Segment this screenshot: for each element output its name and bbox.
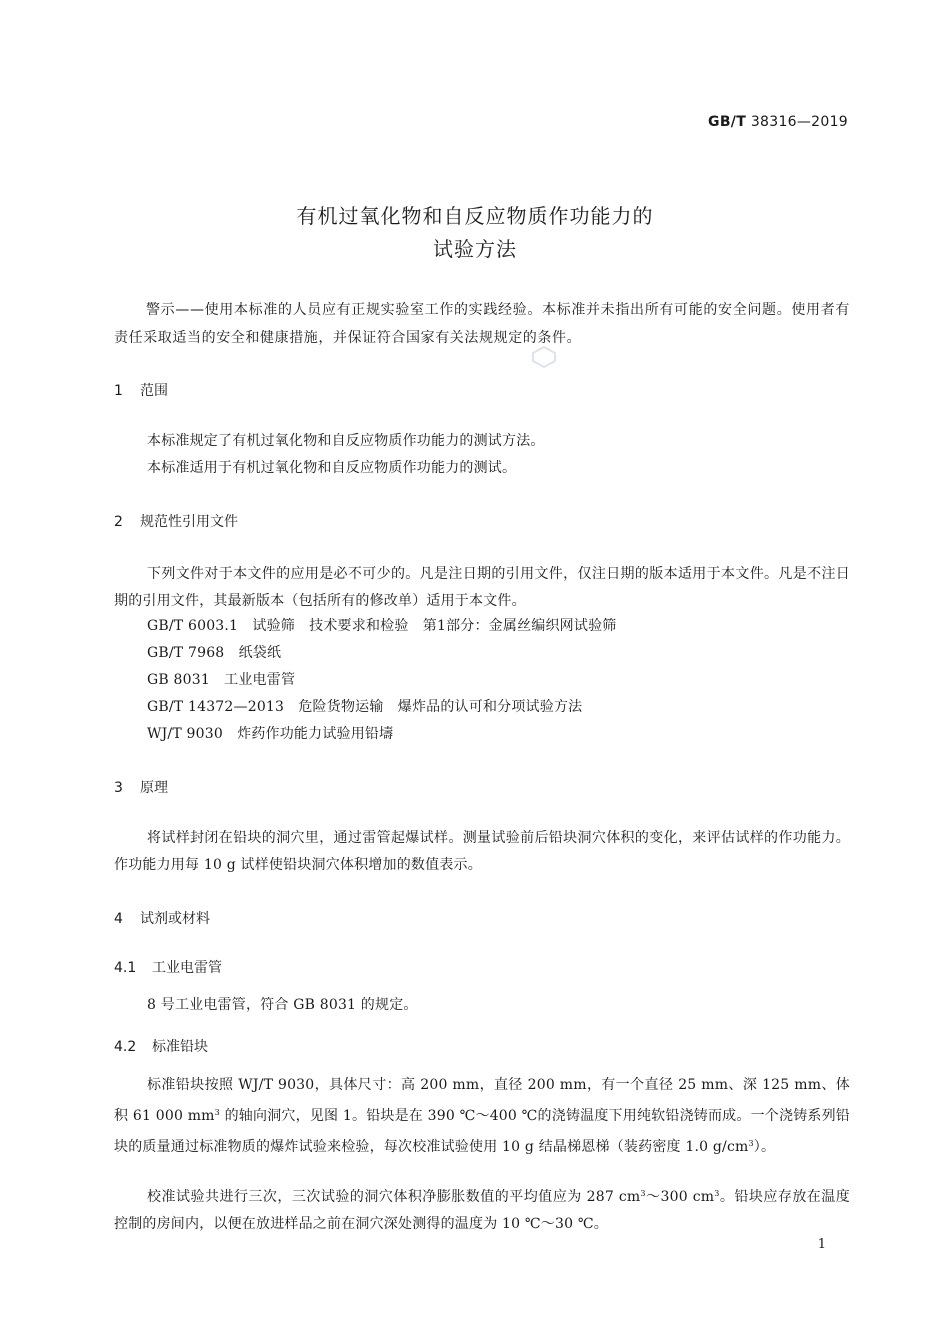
page-number: 1 bbox=[817, 1237, 826, 1252]
section-4-heading bbox=[114, 908, 210, 928]
standard-code bbox=[708, 114, 848, 130]
text-run: 校准试验共进行三次，三次试验的洞穴体积净膨胀数值的平均值应为 287 cm bbox=[147, 1189, 641, 1205]
section-title: 规范性引用文件 bbox=[140, 514, 238, 530]
reference-item: GB/T 6003.1 试验筛 技术要求和检验 第1部分：金属丝编织网试验筛 bbox=[147, 618, 617, 634]
warning-paragraph: 警示——使用本标准的人员应有正规实验室工作的实践经验。本标准并未指出所有可能的安全问题。使用者有责任采取适当的安全和健康措施，并保证符合国家有关法规规定的条件。 bbox=[114, 302, 850, 346]
section-4-1-paragraph: 8 号工业电雷管，符合 GB 8031 的规定。 bbox=[147, 997, 418, 1013]
superscript: 3 bbox=[714, 1189, 720, 1198]
section-title: 原理 bbox=[140, 780, 168, 796]
section-1-paragraph-2: 本标准适用于有机过氧化物和自反应物质作功能力的测试。 bbox=[147, 460, 517, 476]
section-number: 3 bbox=[114, 780, 123, 796]
section-title: 标准铅块 bbox=[152, 1039, 208, 1055]
section-title: 试剂或材料 bbox=[140, 911, 210, 927]
section-2-paragraph: 下列文件对于本文件的应用是必不可少的。凡是注日期的引用文件，仅注日期的版本适用于本文件。凡是不注日期的引用文件，其最新版本（包括所有的修改单）适用于本文件。 bbox=[114, 566, 850, 609]
section-number: 4.1 bbox=[114, 960, 137, 976]
text-run: 标准铅块按照 WJ/T 9030，具体尺寸：高 200 mm，直径 200 mm，有一个直径 25 mm、深 125 mm、体积 61 000 mm bbox=[114, 1077, 850, 1124]
reference-item: GB 8031 工业电雷管 bbox=[147, 672, 296, 688]
text-run: 。铅块应存放在温度控制的房间内，以便在放进样品之前在洞穴深处测得的温度为 10 ℃～30 ℃。 bbox=[114, 1189, 850, 1232]
superscript: 3 bbox=[214, 1108, 220, 1117]
section-2-heading bbox=[114, 511, 238, 531]
text-run: 的轴向洞穴，见图 1。铅块是在 390 ℃～400 ℃的浇铸温度下用纯软铅浇铸而成。一个浇铸系列铅块的质量通过标准物质的爆炸试验来检验，每次校准试验使用 10 g 结晶梯恩梯（装药密度 1.0 g/cm bbox=[114, 1108, 851, 1155]
section-3-heading bbox=[114, 777, 168, 797]
standard-number: 38316—2019 bbox=[750, 114, 848, 130]
section-number: 4.2 bbox=[114, 1039, 137, 1055]
title-line-1: 有机过氧化物和自反应物质作功能力的 bbox=[296, 204, 654, 228]
section-4-2-heading bbox=[114, 1036, 208, 1056]
section-3-paragraph: 将试样封闭在铅块的洞穴里，通过雷管起爆试样。测量试验前后铅块洞穴体积的变化，来评估试样的作功能力。作功能力用每 10 g 试样使铅块洞穴体积增加的数值表示。 bbox=[114, 830, 850, 873]
section-number: 4 bbox=[114, 911, 123, 927]
standard-prefix: GB/T bbox=[708, 114, 747, 130]
section-number: 1 bbox=[114, 383, 123, 399]
section-4-2-paragraph-2 bbox=[114, 1180, 850, 1238]
text-run: ）。 bbox=[753, 1139, 776, 1155]
section-4-1-heading bbox=[114, 957, 222, 977]
section-title: 范围 bbox=[140, 383, 168, 399]
section-1-heading bbox=[114, 380, 168, 400]
superscript: 3 bbox=[748, 1139, 754, 1148]
section-4-2-paragraph-1 bbox=[114, 1072, 850, 1161]
watermark-logo-icon bbox=[531, 345, 557, 369]
reference-item: GB/T 7968 纸袋纸 bbox=[147, 645, 282, 661]
reference-item: WJ/T 9030 炸药作功能力试验用铅壔 bbox=[147, 726, 394, 742]
section-1-paragraph-1: 本标准规定了有机过氧化物和自反应物质作功能力的测试方法。 bbox=[147, 433, 545, 449]
title-line-2: 试验方法 bbox=[433, 237, 517, 261]
text-run: ～300 cm bbox=[645, 1189, 715, 1205]
reference-item: GB/T 14372—2013 危险货物运输 爆炸品的认可和分项试验方法 bbox=[147, 699, 583, 715]
superscript: 3 bbox=[640, 1189, 646, 1198]
section-number: 2 bbox=[114, 514, 123, 530]
section-title: 工业电雷管 bbox=[152, 960, 222, 976]
